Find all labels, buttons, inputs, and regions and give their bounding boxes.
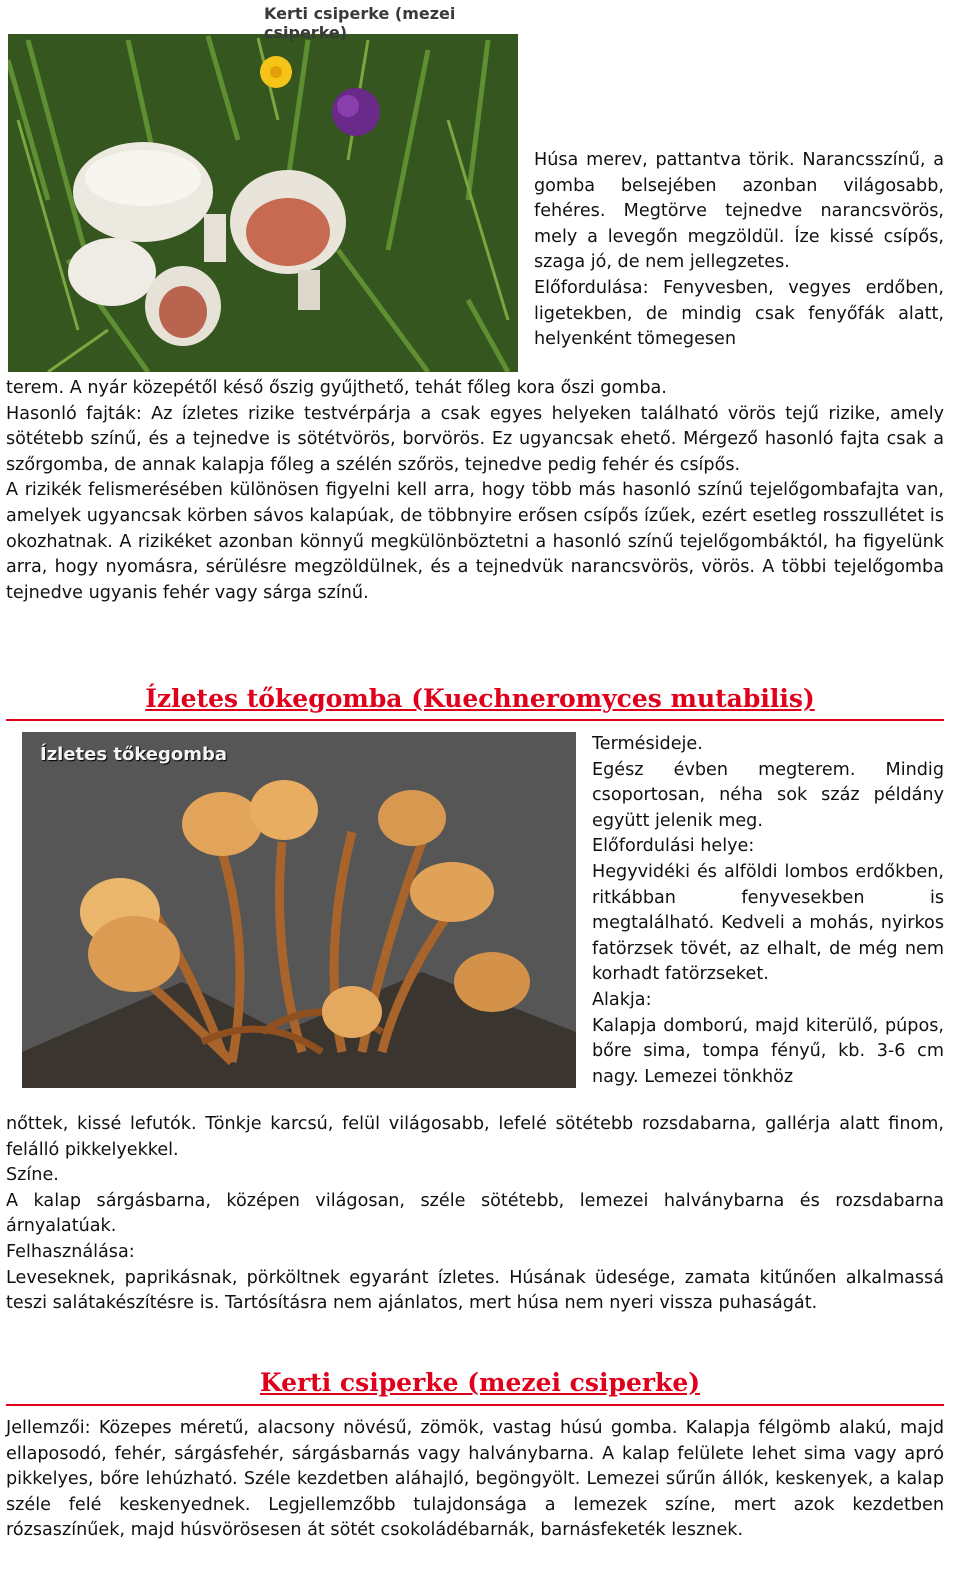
paragraph: Felhasználása: — [6, 1241, 135, 1262]
rizike-side-text — [534, 148, 944, 353]
mushroom-photo-tokegomba — [22, 732, 576, 1088]
tokegomba-full-text — [6, 1112, 944, 1317]
photo-caption: Ízletes tőkegomba — [40, 744, 228, 765]
paragraph: Húsa merev, pattantva törik. Narancsszínű, a gomba belsejében azonban világosabb, fehéres. Megtörve tejnedve narancsvörös, mely a levegőn megzöldül. Íze kissé csípős, szaga jó, de nem jellegzetes. — [534, 150, 944, 273]
tokegomba-side-text — [592, 732, 944, 1090]
csiperke-text — [6, 1416, 944, 1544]
photo-illustration — [22, 732, 576, 1088]
paragraph: Hasonló fajták: Az ízletes rizike testvérpárja a csak egyes helyeken található vörös tejű rizike, amely sötétebb színű, és a tejnedve is sötétvörös, borvörös. Ez ugyancsak ehető. Mérgező hasonló fajta csak a szőrgomba, de annak kalapja főleg a szélén szőrös, tejnedve pedig fehér és csípős. — [6, 403, 944, 475]
paragraph: Előfordulási helye: — [592, 836, 755, 857]
section-divider — [6, 719, 944, 721]
photo-illustration — [8, 0, 518, 372]
mushroom-photo-kerti-csiperke — [8, 0, 518, 372]
paragraph: Jellemzői: Közepes méretű, alacsony növésű, zömök, vastag húsú gomba. Kalapja félgömb alakú, majd ellaposodó, fehér, sárgásfehér, sárgásbarnás vagy halványbarna. A kalap felülete lehet sima vagy apró pikkelyes, bőre lehúzható. Széle kezdetben aláhajló, begöngyölt. Lemezei sűrűn állók, keskenyek, a kalap széle felé keskenyednek. Legjellemzőbb tulajdonsága a lemezek színe, mert azok kezdetben rózsaszínűek, majd húsvörösesen át sötét csokoládébarnák, barnásfeketék lesznek. — [6, 1418, 944, 1541]
photo-caption: Kerti csiperke (mezei csiperke) — [264, 4, 456, 42]
paragraph: A kalap sárgásbarna, középen világosan, széle sötétebb, lemezei halványbarna és rozsdabarna árnyalatúak. — [6, 1190, 944, 1237]
paragraph: nőttek, kissé lefutók. Tönkje karcsú, felül világosabb, lefelé sötétebb rozsdabarna, gallérja alatt finom, felálló pikkelyekkel. — [6, 1114, 944, 1160]
paragraph: Előfordulása: Fenyvesben, vegyes erdőben, ligetekben, de mindig csak fenyőfák alatt, helyenként tömegesen — [534, 277, 944, 350]
paragraph: Alakja: — [592, 989, 652, 1010]
paragraph: Leveseknek, paprikásnak, pörköltnek egyaránt ízletes. Húsának üdesége, zamata kitűnően alkalmassá teszi salátakészítésre is. Tartósításra nem ajánlatos, mert húsa nem nyeri vissza puhaságát. — [6, 1267, 944, 1314]
rizike-full-text — [6, 376, 944, 606]
paragraph: Hegyvidéki és alföldi lombos erdőkben, ritkábban fenyvesekben is megtalálható. Kedveli a mohás, nyirkos fatörzsek tövét, az elhalt, de még nem korhadt fatörzseket. — [592, 861, 944, 985]
section-divider — [6, 1404, 944, 1406]
paragraph: Termésideje. — [592, 734, 703, 754]
section-heading-kerti-csiperke: Kerti csiperke (mezei csiperke) — [259, 1368, 701, 1397]
section-heading-tokegomba: Ízletes tőkegomba (Kuechneromyces mutabilis) — [145, 684, 815, 713]
paragraph: terem. A nyár közepétől késő őszig gyűjthető, tehát főleg kora őszi gomba. — [6, 378, 667, 398]
paragraph: Egész évben megterem. Mindig csoportosan, néha sok száz példány együtt jelenik meg. — [592, 759, 944, 831]
paragraph: Színe. — [6, 1165, 59, 1186]
paragraph: Kalapja domború, majd kiterülő, púpos, bőre sima, tompa fényű, kb. 3-6 cm nagy. Lemezei tönkhöz — [592, 1015, 944, 1087]
paragraph: A rizikék felismerésében különösen figyelni kell arra, hogy több más hasonló színű tejelőgombafajta van, amelyek ugyancsak körben sávos kalapúak, de többnyire erősen csípős ízűek, ezért esetleg rosszullétet is okozhatnak. A rizikéket azonban könnyű megkülönböztetni a hasonló színű tejelőgombáktól, ha figyelünk arra, hogy nyomásra, sérülésre megzöldülnek, és a tejnedvük narancsvörös, vörös. A többi tejelőgomba tejnedve ugyanis fehér vagy sárga színű. — [6, 480, 944, 603]
